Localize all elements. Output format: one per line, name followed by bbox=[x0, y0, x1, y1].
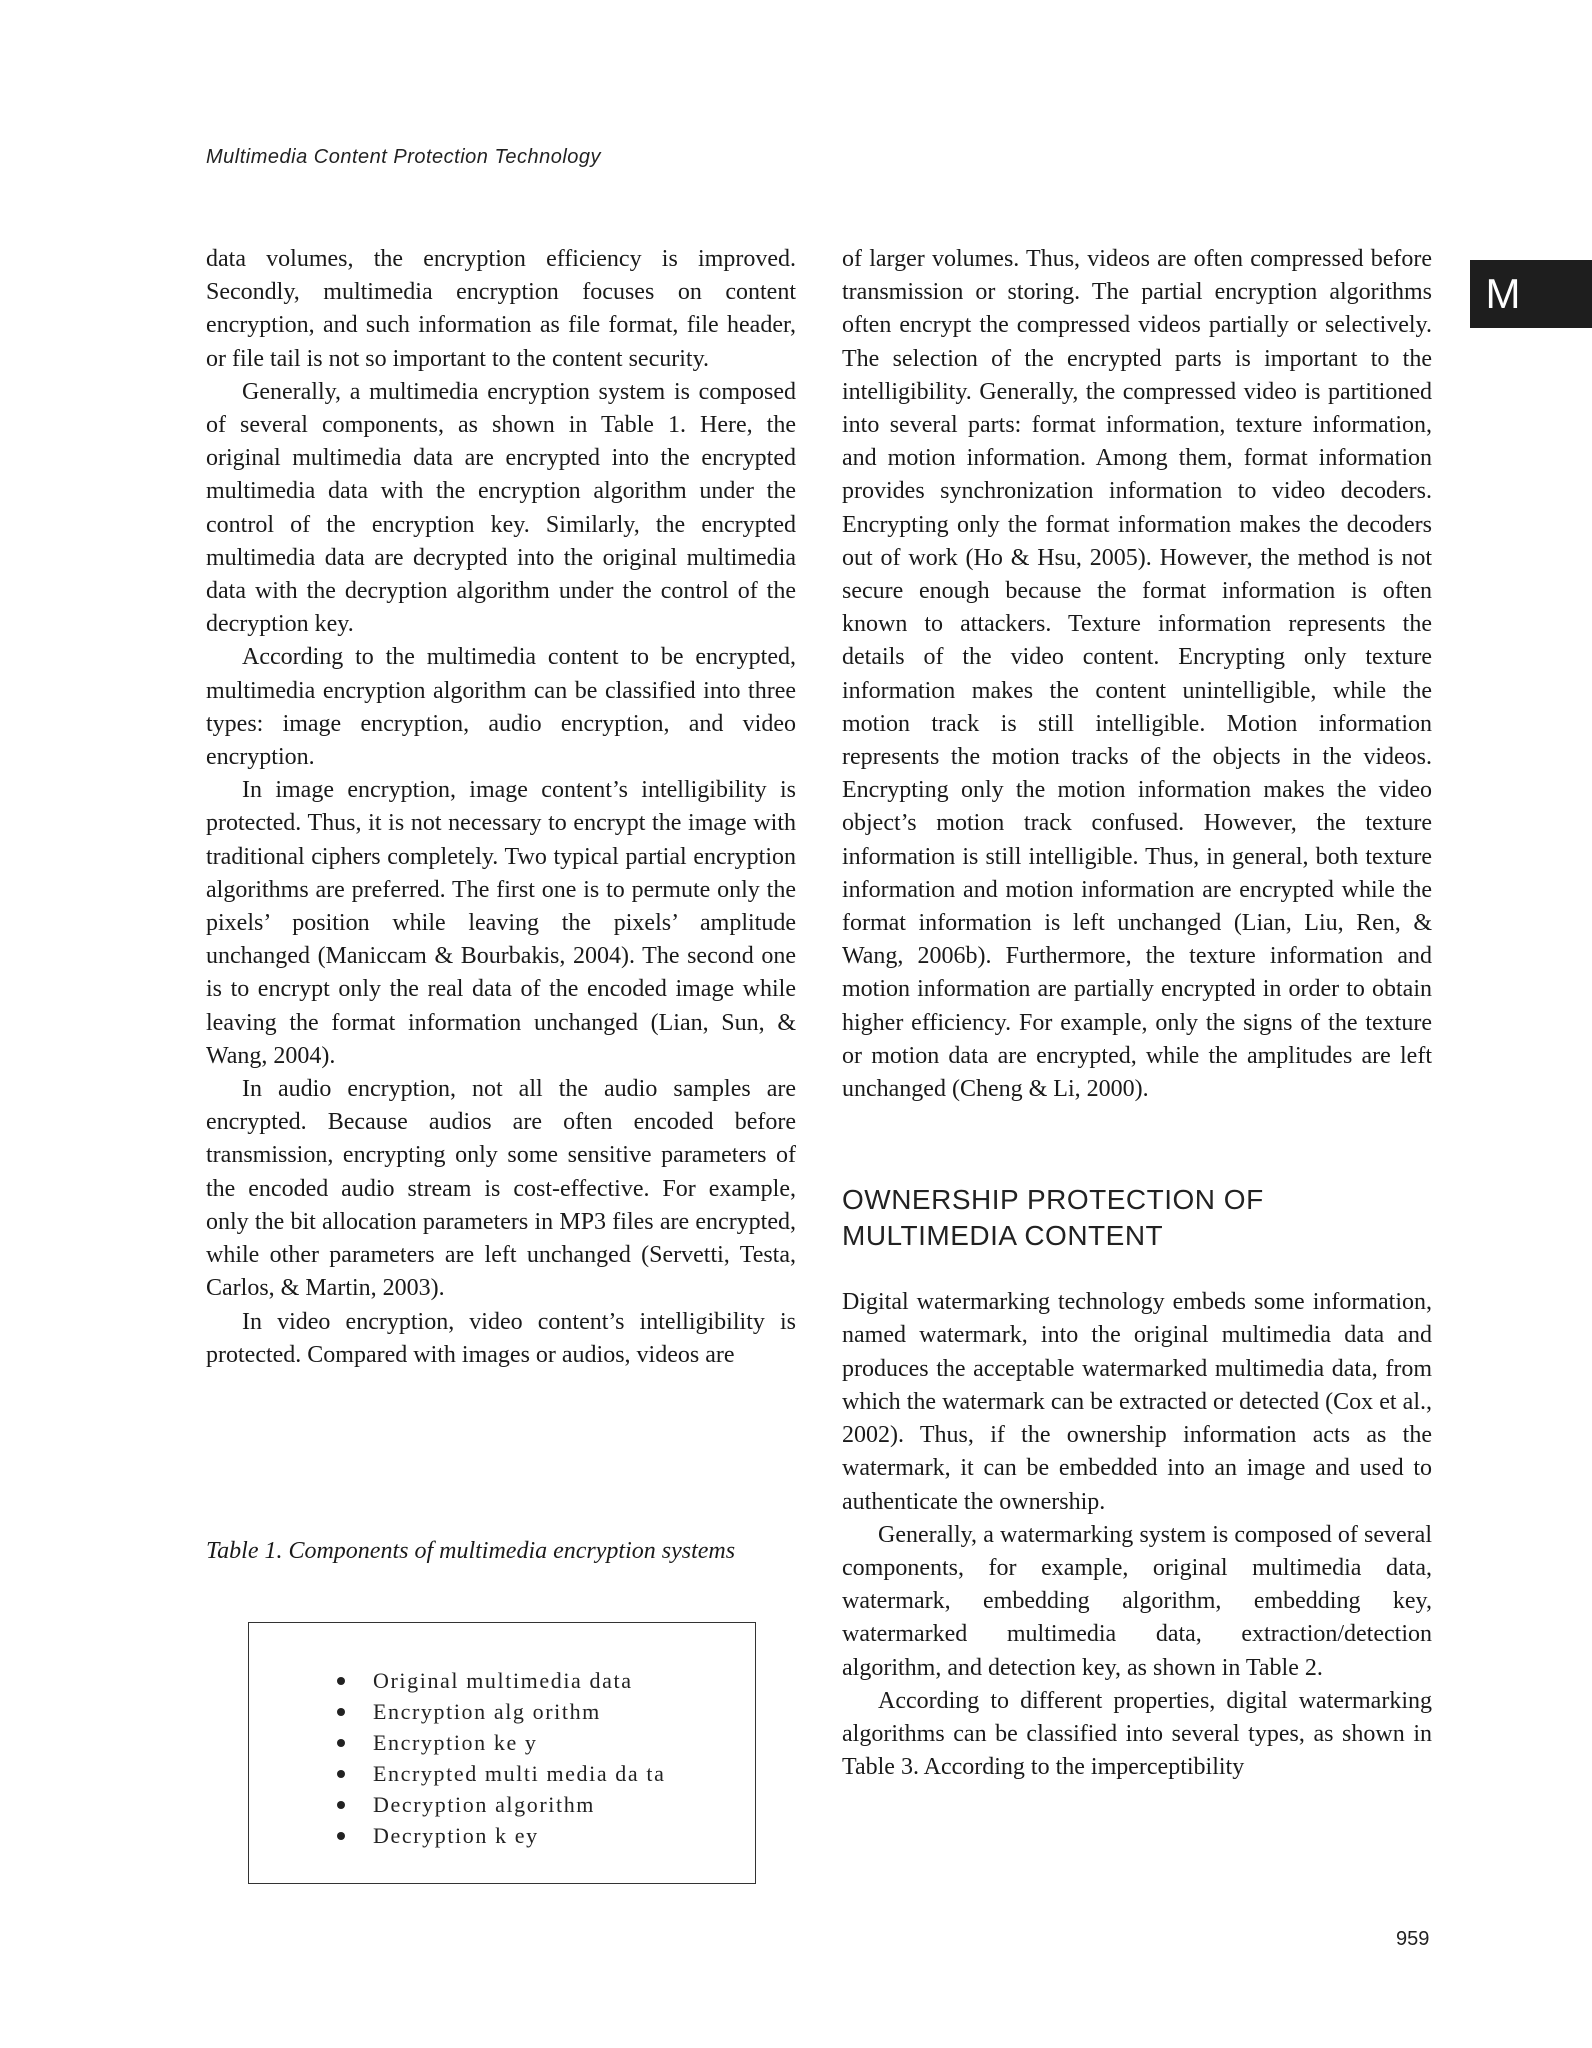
table-1-item: Encryption ke y bbox=[335, 1727, 665, 1758]
left-column bbox=[206, 243, 796, 1372]
body-paragraph: Generally, a multimedia encryption system is composed of several components, as shown in Table 1. Here, the original multimedia data are encrypted into the encrypted multimedia data with the encryption algorithm under the control of the encryption key. Similarly, the encrypted multimedia data are decrypted into the original multimedia data with the decryption algorithm under the control of the decryption key. bbox=[206, 378, 796, 638]
section-tab bbox=[1470, 260, 1592, 328]
section-spacer bbox=[842, 1106, 1432, 1182]
table-1-item: Encryption alg orithm bbox=[335, 1696, 665, 1727]
body-paragraph: According to different properties, digital watermarking algorithms can be classified into several types, as shown in Table 3. According to the imperceptibility bbox=[842, 1687, 1432, 1781]
body-paragraph: Generally, a watermarking system is composed of several components, for example, original multimedia data, watermark, embedding algorithm, embedding key, watermarked multimedia data, extraction/detection algorithm, and detection key, as shown in Table 2. bbox=[842, 1521, 1432, 1681]
table-1-box bbox=[248, 1622, 756, 1884]
section-spacer bbox=[842, 1254, 1432, 1286]
body-paragraph: In image encryption, image content’s intelligibility is protected. Thus, it is not necessary to encrypt the image with traditional ciphers completely. Two typical partial encryption algorithms are preferred. The first one is to permute only the pixels’ position while leaving the pixels’ amplitude unchanged (Maniccam & Bourbakis, 2004). The second one is to encrypt only the real data of the encoded image while leaving the format information unchanged (Lian, Sun, & Wang, 2004). bbox=[206, 777, 796, 1069]
body-paragraph: In audio encryption, not all the audio samples are encrypted. Because audios are often encoded before transmission, encrypting only some sensitive parameters of the encoded audio stream is cost-effective. For example, only the bit allocation parameters in MP3 files are encrypted, while other parameters are left unchanged (Servetti, Testa, Carlos, & Martin, 2003). bbox=[206, 1076, 796, 1302]
section-heading-line: OWNERSHIP PROTECTION OF bbox=[842, 1184, 1264, 1216]
body-paragraph: In video encryption, video content’s intelligibility is protected. Compared with images or audios, videos are bbox=[206, 1308, 796, 1368]
table-1-item: Decryption algorithm bbox=[335, 1789, 665, 1820]
section-heading-line: MULTIMEDIA CONTENT bbox=[842, 1220, 1164, 1252]
table-1-item: Decryption k ey bbox=[335, 1820, 665, 1851]
body-paragraph: of larger volumes. Thus, videos are often compressed before transmission or storing. The partial encryption algorithms often encrypt the compressed videos partially or selectively. The selection of the encrypted parts is important to the intelligibility. Generally, the compressed video is partitioned into several parts: format information, texture information, and motion information. Among them, format information provides synchronization information to video decoders. Encrypting only the format information makes the decoders out of work (Ho & Hsu, 2005). However, the method is not secure enough because the format information is often known to attackers. Texture information represents the details of the video content. Encrypting only texture information makes the content unintelligible, while the motion track is still intelligible. Motion information represents the motion tracks of the objects in the videos. Encrypting only the motion information makes the video object’s motion track confused. However, the texture information is still intelligible. Thus, in general, both texture information and motion information are encrypted while the format information is left unchanged (Lian, Liu, Ren, & Wang, 2006b). Furthermore, the texture information and motion information are partially encrypted in order to obtain higher efficiency. For example, only the signs of the texture or motion data are encrypted, while the amplitudes are left unchanged (Cheng & Li, 2000). bbox=[842, 246, 1432, 1103]
section-tab-letter: M bbox=[1485, 270, 1521, 317]
table-1-caption: Table 1. Components of multimedia encryption systems bbox=[206, 1538, 736, 1564]
table-1-item: Encrypted multi media da ta bbox=[335, 1758, 665, 1789]
section-heading bbox=[842, 1182, 1432, 1254]
right-column bbox=[842, 243, 1432, 1784]
running-head-title: Multimedia Content Protection Technology bbox=[206, 146, 602, 168]
table-1-list bbox=[335, 1665, 665, 1851]
table-1-item: Original multimedia data bbox=[335, 1665, 665, 1696]
body-paragraph: data volumes, the encryption efficiency is improved. Secondly, multimedia encryption focuses on content encryption, and such information as file format, file header, or file tail is not so important to the content security. bbox=[206, 246, 796, 372]
page-number: 959 bbox=[1396, 1928, 1430, 1950]
body-paragraph: Digital watermarking technology embeds some information, named watermark, into the original multimedia data and produces the acceptable watermarked multimedia data, from which the watermark can be extracted or detected (Cox et al., 2002). Thus, if the ownership information acts as the watermark, it can be embedded into an image and used to authenticate the ownership. bbox=[842, 1289, 1432, 1515]
body-paragraph: According to the multimedia content to be encrypted, multimedia encryption algorithm can be classified into three types: image encryption, audio encryption, and video encryption. bbox=[206, 644, 796, 771]
